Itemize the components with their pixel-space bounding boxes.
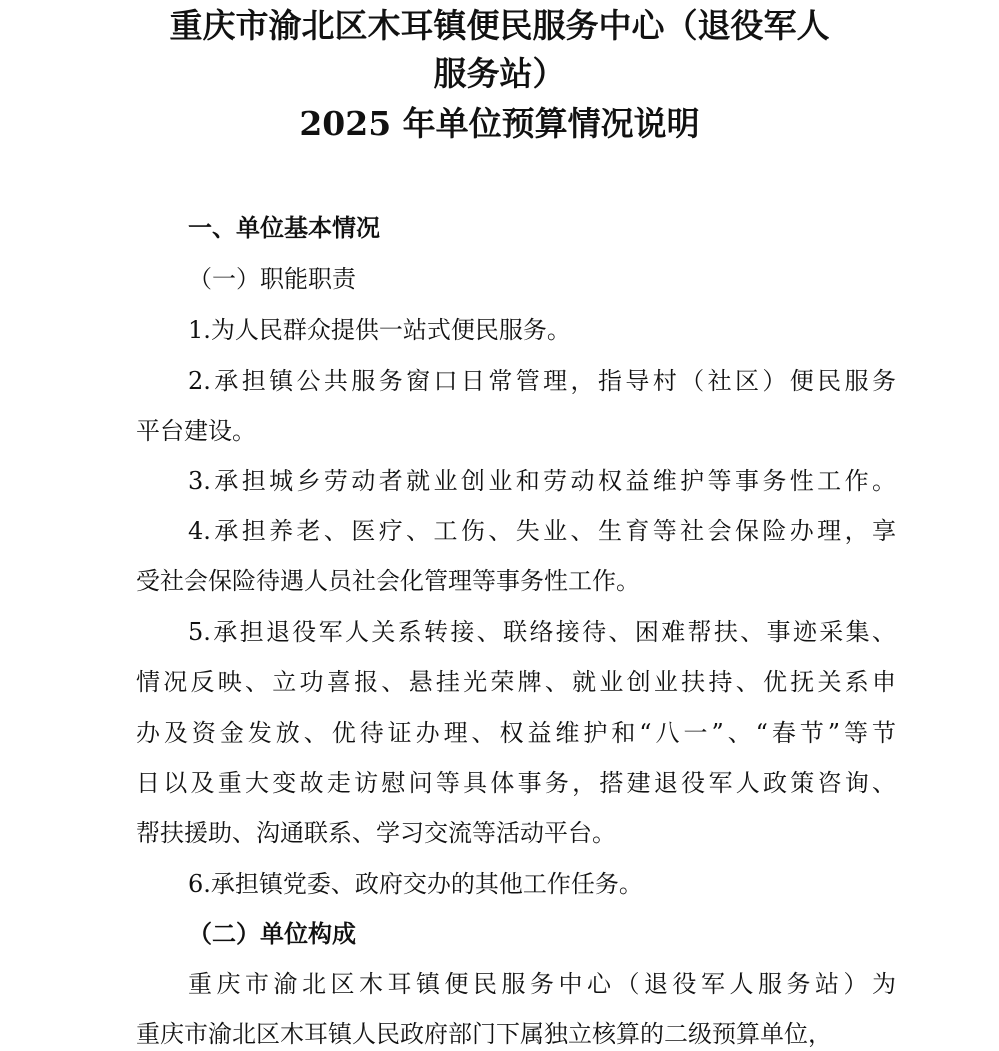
document-title-line2: 服务站） xyxy=(433,54,566,93)
function-item-5-line1: 5.承担退役军人关系转接、联络接待、困难帮扶、事迹采集、 xyxy=(188,618,896,646)
function-item-5-line5: 帮扶援助、沟通联系、学习交流等活动平台。 xyxy=(136,819,616,847)
function-item-2-line2: 平台建设。 xyxy=(136,417,256,445)
subsection-heading-functions: （一）职能职责 xyxy=(188,265,356,293)
function-item-2-line1: 2.承担镇公共服务窗口日常管理，指导村（社区）便民服务 xyxy=(188,367,896,395)
function-item-1: 1.为人民群众提供一站式便民服务。 xyxy=(188,316,571,344)
function-item-6: 6.承担镇党委、政府交办的其他工作任务。 xyxy=(188,870,643,898)
function-item-5-line4: 日以及重大变故走访慰问等具体事务，搭建退役军人政策咨询、 xyxy=(136,769,896,797)
function-item-4-line2: 受社会保险待遇人员社会化管理等事务性工作。 xyxy=(136,567,640,595)
section-heading-basic-info: 一、单位基本情况 xyxy=(188,213,380,242)
subsection-heading-composition: （二）单位构成 xyxy=(188,919,356,948)
function-item-5-line3: 办及资金发放、优待证办理、权益维护和“八一”、“春节”等节 xyxy=(136,719,896,747)
document-title-line1: 重庆市渝北区木耳镇便民服务中心（退役军人 xyxy=(169,6,830,45)
function-item-3: 3.承担城乡劳动者就业创业和劳动权益维护等事务性工作。 xyxy=(188,467,896,495)
function-item-4-line1: 4.承担养老、医疗、工伤、失业、生育等社会保险办理，享 xyxy=(188,517,896,545)
document-title-line3: 2025 年单位预算情况说明 xyxy=(299,104,700,143)
function-item-5-line2: 情况反映、立功喜报、悬挂光荣牌、就业创业扶持、优抚关系申 xyxy=(136,668,896,696)
composition-paragraph-line1: 重庆市渝北区木耳镇便民服务中心（退役军人服务站）为 xyxy=(188,970,896,998)
composition-paragraph-line2: 重庆市渝北区木耳镇人民政府部门下属独立核算的二级预算单位， xyxy=(136,1020,832,1048)
